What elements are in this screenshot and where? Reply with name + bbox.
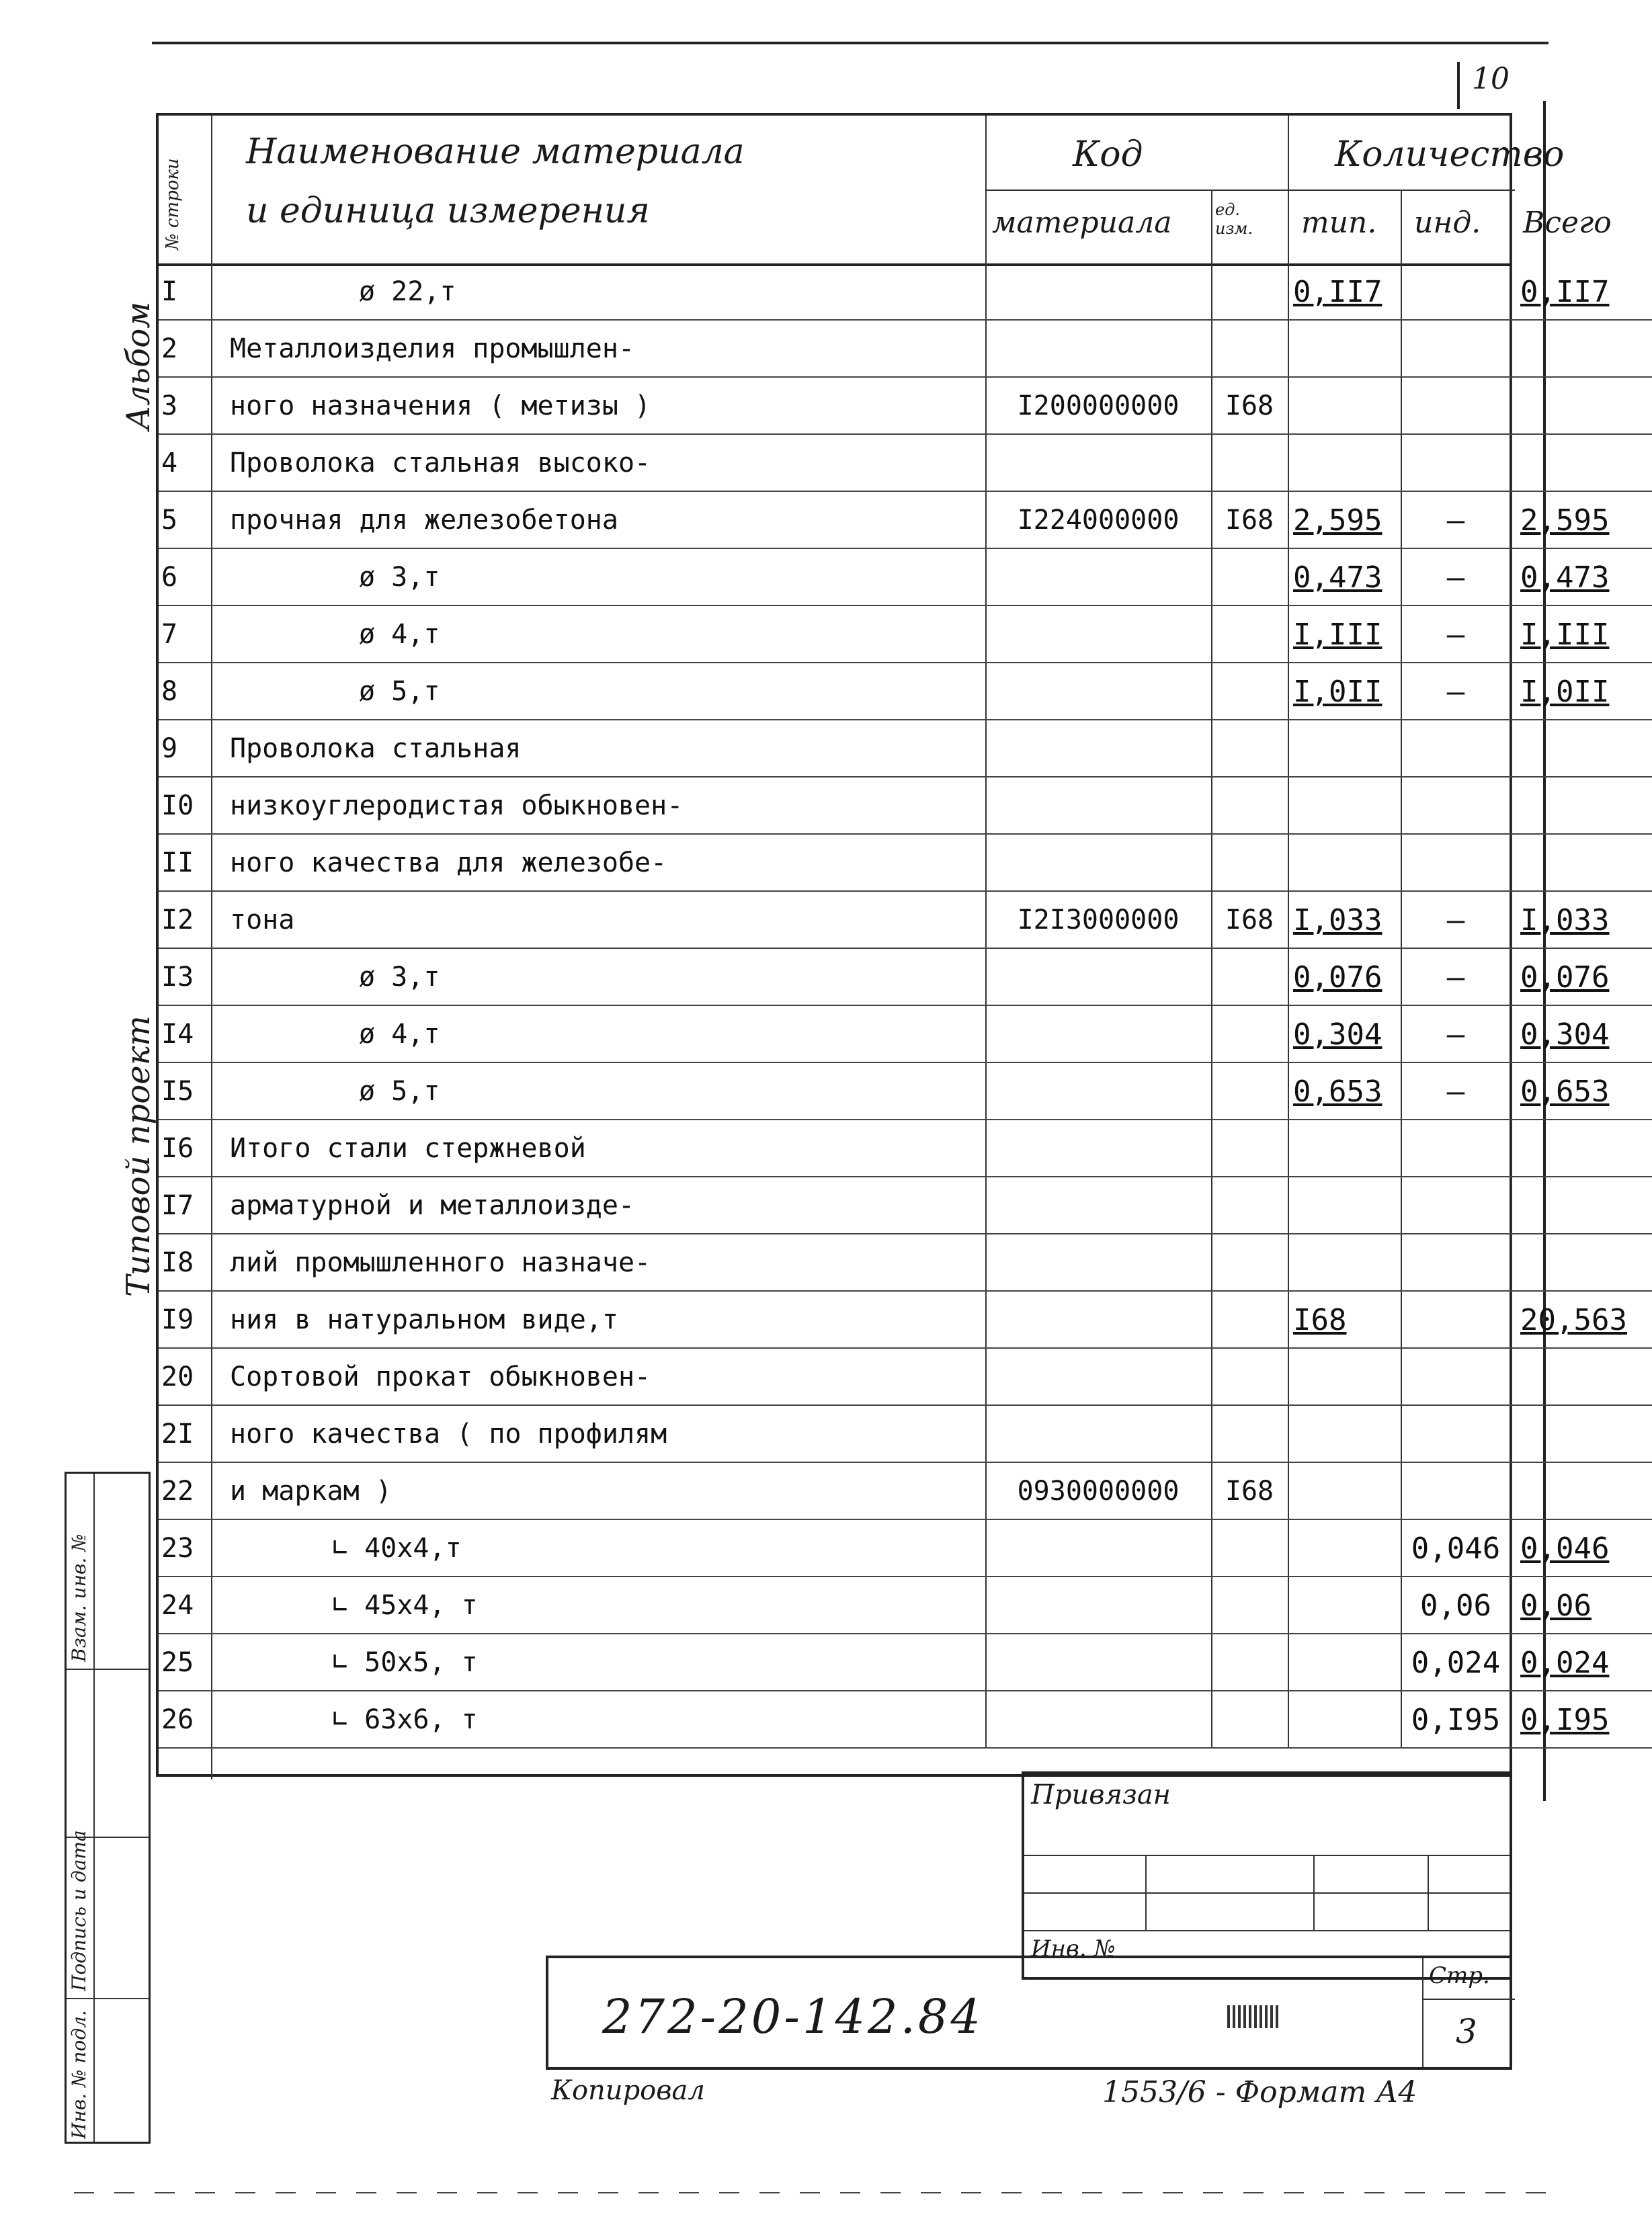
- qty-total: 0,I95: [1511, 1691, 1652, 1749]
- row-number: 25: [159, 1634, 211, 1691]
- linked-label: Привязан: [1031, 1779, 1171, 1810]
- qty-total: 20,563: [1511, 1292, 1652, 1349]
- side-label-project: Типовой проект: [120, 1015, 157, 1297]
- material-code: [985, 663, 1211, 720]
- material-code: [985, 1292, 1211, 1349]
- material-code: I200000000: [985, 378, 1211, 435]
- qty-typ: [1288, 1406, 1401, 1463]
- material-code: [985, 549, 1211, 606]
- page-number: 10: [1472, 62, 1510, 96]
- qty-total: I,033: [1511, 892, 1652, 949]
- table-row: [159, 1520, 1610, 1577]
- unit-code: [1211, 606, 1288, 663]
- qty-ind: [1401, 778, 1511, 835]
- strip-inv-label: Инв. № подл.: [68, 2010, 90, 2139]
- qty-typ: [1288, 1349, 1401, 1406]
- qty-typ: [1288, 378, 1401, 435]
- material-name: ø 4,т: [211, 1006, 985, 1063]
- material-code: [985, 1120, 1211, 1177]
- qty-typ: [1288, 435, 1401, 492]
- unit-code: [1211, 1520, 1288, 1577]
- material-code: [985, 835, 1211, 892]
- table-row: [159, 1577, 1592, 1634]
- qty-ind: 0,06: [1401, 1577, 1511, 1634]
- row-number: 2: [159, 321, 211, 378]
- qty-total-header: Всего: [1523, 206, 1612, 240]
- page-number-divider: [1457, 62, 1460, 109]
- qty-typ: [1288, 778, 1401, 835]
- unit-code: [1211, 1349, 1288, 1406]
- table-row: [159, 892, 1610, 949]
- table-row: [159, 1006, 1610, 1063]
- material-name: низкоуглеродистая обыкновен-: [211, 778, 985, 835]
- qty-typ: [1288, 321, 1401, 378]
- unit-code: [1211, 949, 1288, 1006]
- qty-total: 0,06: [1511, 1577, 1652, 1634]
- qty-total: [1511, 321, 1652, 378]
- material-name: ø 3,т: [211, 549, 985, 606]
- qty-typ: [1288, 720, 1401, 778]
- material-code: [985, 1406, 1211, 1463]
- code-header: Код: [1073, 134, 1143, 175]
- qty-typ: 0,076: [1288, 949, 1401, 1006]
- qty-typ: [1288, 1520, 1401, 1577]
- table-row: [159, 1349, 1510, 1406]
- qty-typ: [1288, 1463, 1401, 1520]
- material-name: ø 4,т: [211, 606, 985, 663]
- material-code: [985, 606, 1211, 663]
- table-row: [159, 1063, 1610, 1120]
- material-code: I224000000: [985, 492, 1211, 549]
- material-code: [985, 1177, 1211, 1234]
- material-code: [985, 1234, 1211, 1292]
- sheet-number: 3: [1456, 2012, 1477, 2051]
- material-code: [985, 1691, 1211, 1749]
- row-number: 8: [159, 663, 211, 720]
- material-code: [985, 1520, 1211, 1577]
- qty-ind: –: [1401, 892, 1511, 949]
- row-number-header: № строки: [163, 158, 183, 250]
- qty-typ: [1288, 1691, 1401, 1749]
- material-name: ø 22,т: [211, 263, 985, 321]
- material-name: ø 3,т: [211, 949, 985, 1006]
- qty-typ: [1288, 835, 1401, 892]
- row-number: 22: [159, 1463, 211, 1520]
- left-strip: [65, 1472, 151, 2144]
- strip-replace-label: Взам. инв. №: [68, 1534, 90, 1662]
- qty-total: [1511, 720, 1652, 778]
- qty-ind: [1401, 1292, 1511, 1349]
- qty-typ: I,0II: [1288, 663, 1401, 720]
- qty-typ: [1288, 1234, 1401, 1292]
- qty-ind: [1401, 1406, 1511, 1463]
- qty-ind: 0,I95: [1401, 1691, 1511, 1749]
- row-number: I0: [159, 778, 211, 835]
- table-row: [159, 263, 1610, 321]
- qty-typ: [1288, 1634, 1401, 1691]
- unit-code: [1211, 778, 1288, 835]
- unit-code: I68: [1211, 378, 1288, 435]
- qty-ind: [1401, 1349, 1511, 1406]
- qty-total: [1511, 1120, 1652, 1177]
- material-name: ния в натуральном виде,т: [211, 1292, 985, 1349]
- unit-code: [1211, 1292, 1288, 1349]
- sheet-label: Стр.: [1429, 1962, 1490, 1989]
- qty-typ: 0,473: [1288, 549, 1401, 606]
- table-row: [159, 606, 1610, 663]
- qty-ind: [1401, 263, 1511, 321]
- unit-code: [1211, 1006, 1288, 1063]
- material-code: [985, 435, 1211, 492]
- qty-ind: –: [1401, 1006, 1511, 1063]
- unit-code: [1211, 1120, 1288, 1177]
- material-code: [985, 1063, 1211, 1120]
- row-number: 3: [159, 378, 211, 435]
- unit-code: [1211, 720, 1288, 778]
- row-number: 6: [159, 549, 211, 606]
- qty-typ: 0,304: [1288, 1006, 1401, 1063]
- unit-code: [1211, 321, 1288, 378]
- material-code: [985, 1577, 1211, 1634]
- unit-code: [1211, 1577, 1288, 1634]
- table-row: [159, 778, 1510, 835]
- material-code: [985, 1349, 1211, 1406]
- material-name: Сортовой прокат обыкновен-: [211, 1349, 985, 1406]
- top-rule: [152, 42, 1548, 44]
- row-number: 5: [159, 492, 211, 549]
- table-body: [159, 263, 1627, 1749]
- name-header-line1: Наименование материала: [246, 132, 745, 172]
- row-number: I3: [159, 949, 211, 1006]
- material-name: и маркам ): [211, 1463, 985, 1520]
- qty-typ: I,033: [1288, 892, 1401, 949]
- unit-code: [1211, 1691, 1288, 1749]
- unit-code: [1211, 1063, 1288, 1120]
- row-number: 26: [159, 1691, 211, 1749]
- row-number: I: [159, 263, 211, 321]
- qty-typ: 2,595: [1288, 492, 1401, 549]
- name-header-line2: и единица измерения: [246, 191, 650, 231]
- material-name: ного качества для железобе-: [211, 835, 985, 892]
- qty-total: [1511, 835, 1652, 892]
- table-row: [159, 1691, 1610, 1749]
- unit-code: [1211, 549, 1288, 606]
- qty-ind: [1401, 321, 1511, 378]
- copied-label: Копировал: [551, 2075, 705, 2106]
- unit-code: [1211, 835, 1288, 892]
- qty-ind: [1401, 378, 1511, 435]
- table-header: [159, 116, 1612, 266]
- qty-typ-header: тип.: [1301, 206, 1377, 240]
- qty-ind: –: [1401, 663, 1511, 720]
- table-row: [159, 321, 1510, 378]
- row-number: I2: [159, 892, 211, 949]
- material-name: тона: [211, 892, 985, 949]
- material-name: Итого стали стержневой: [211, 1120, 985, 1177]
- trim-line: [74, 2192, 1559, 2193]
- unit-code: I68: [1211, 892, 1288, 949]
- table-row: [159, 378, 1510, 435]
- qty-total: 0,II7: [1511, 263, 1652, 321]
- qty-ind: –: [1401, 549, 1511, 606]
- inv-label: Инв. №: [1031, 1935, 1116, 1962]
- row-number: 7: [159, 606, 211, 663]
- qty-total: [1511, 435, 1652, 492]
- material-name: ø 5,т: [211, 663, 985, 720]
- qty-ind: [1401, 1120, 1511, 1177]
- material-code: [985, 263, 1211, 321]
- qty-ind: –: [1401, 949, 1511, 1006]
- unit-code: [1211, 435, 1288, 492]
- linked-stamp: [1022, 1771, 1512, 1980]
- material-name: ного качества ( по профилям: [211, 1406, 985, 1463]
- format-label: 1553/6 - Формат А4: [1102, 2075, 1417, 2109]
- material-name: ∟ 45х4, т: [211, 1577, 985, 1634]
- qty-ind: –: [1401, 606, 1511, 663]
- table-row: [159, 1234, 1510, 1292]
- unit-code: [1211, 1406, 1288, 1463]
- qty-typ: 0,II7: [1288, 263, 1401, 321]
- qty-total: [1511, 1177, 1652, 1234]
- material-code: I2I3000000: [985, 892, 1211, 949]
- qty-total: [1511, 1406, 1652, 1463]
- qty-typ: 0,653: [1288, 1063, 1401, 1120]
- row-number: I8: [159, 1234, 211, 1292]
- table-row: [159, 1177, 1510, 1234]
- unit-code: [1211, 1234, 1288, 1292]
- qty-ind: –: [1401, 1063, 1511, 1120]
- qty-ind: [1401, 835, 1511, 892]
- row-number: II: [159, 835, 211, 892]
- qty-typ: I68: [1288, 1292, 1401, 1349]
- unit-code: [1211, 1177, 1288, 1234]
- row-number: 23: [159, 1520, 211, 1577]
- qty-total: [1511, 1463, 1652, 1520]
- material-name: арматурной и металлоизде-: [211, 1177, 985, 1234]
- qty-typ: [1288, 1577, 1401, 1634]
- table-row: [159, 435, 1510, 492]
- material-name: Металлоизделия промышлен-: [211, 321, 985, 378]
- material-code: 0930000000: [985, 1463, 1211, 1520]
- qty-ind: [1401, 1463, 1511, 1520]
- qty-typ: I,III: [1288, 606, 1401, 663]
- code-material-header: материала: [992, 206, 1172, 240]
- qty-ind: 0,046: [1401, 1520, 1511, 1577]
- table-row: [159, 1406, 1510, 1463]
- qty-total: 0,304: [1511, 1006, 1652, 1063]
- qty-total: 0,046: [1511, 1520, 1652, 1577]
- unit-code: [1211, 1634, 1288, 1691]
- document-code: 272-20-142.84: [602, 1989, 983, 2044]
- table-row: [159, 1463, 1510, 1520]
- material-name: ∟ 40х4,т: [211, 1520, 985, 1577]
- material-name: ного назначения ( метизы ): [211, 378, 985, 435]
- stamp-seal-icon: [1227, 2005, 1281, 2028]
- table-row: [159, 720, 1510, 778]
- qty-total: I,III: [1511, 606, 1652, 663]
- unit-code: [1211, 663, 1288, 720]
- qty-ind: [1401, 435, 1511, 492]
- unit-header: ед. изм.: [1215, 200, 1253, 238]
- material-name: ∟ 50х5, т: [211, 1634, 985, 1691]
- table-row: [159, 1292, 1627, 1349]
- qty-typ: [1288, 1120, 1401, 1177]
- side-label-album: Альбом: [120, 301, 157, 430]
- table-row: [159, 1634, 1610, 1691]
- material-code: [985, 778, 1211, 835]
- material-name: Проволока стальная высоко-: [211, 435, 985, 492]
- row-number: I6: [159, 1120, 211, 1177]
- material-name: ∟ 63х6, т: [211, 1691, 985, 1749]
- row-number: 24: [159, 1577, 211, 1634]
- qty-total: [1511, 1349, 1652, 1406]
- row-number: I9: [159, 1292, 211, 1349]
- material-name: ø 5,т: [211, 1063, 985, 1120]
- quantity-header: Количество: [1335, 134, 1565, 175]
- unit-code: I68: [1211, 492, 1288, 549]
- table-row: [159, 663, 1610, 720]
- qty-total: I,0II: [1511, 663, 1652, 720]
- qty-ind: –: [1401, 492, 1511, 549]
- material-name: Проволока стальная: [211, 720, 985, 778]
- row-number: 20: [159, 1349, 211, 1406]
- table-row: [159, 549, 1610, 606]
- qty-total: 0,024: [1511, 1634, 1652, 1691]
- unit-code: [1211, 263, 1288, 321]
- unit-code: I68: [1211, 1463, 1288, 1520]
- qty-ind: [1401, 1234, 1511, 1292]
- qty-typ: [1288, 1177, 1401, 1234]
- qty-total: 0,653: [1511, 1063, 1652, 1120]
- row-number: 4: [159, 435, 211, 492]
- strip-signature-label: Подпись и дата: [68, 1830, 90, 1991]
- material-code: [985, 321, 1211, 378]
- qty-total: [1511, 778, 1652, 835]
- qty-total: 0,473: [1511, 549, 1652, 606]
- material-name: лий промышленного назначе-: [211, 1234, 985, 1292]
- table-row: [159, 835, 1510, 892]
- table-row: [159, 1120, 1510, 1177]
- qty-total: [1511, 1234, 1652, 1292]
- material-code: [985, 1634, 1211, 1691]
- table-row: [159, 949, 1610, 1006]
- qty-ind-header: инд.: [1414, 206, 1481, 240]
- table-row: [159, 492, 1610, 549]
- material-code: [985, 720, 1211, 778]
- row-number: 2I: [159, 1406, 211, 1463]
- title-stamp: [546, 1956, 1512, 2070]
- qty-ind: [1401, 1177, 1511, 1234]
- qty-total: [1511, 378, 1652, 435]
- qty-total: 0,076: [1511, 949, 1652, 1006]
- material-code: [985, 1006, 1211, 1063]
- qty-ind: [1401, 720, 1511, 778]
- qty-total: 2,595: [1511, 492, 1652, 549]
- material-code: [985, 949, 1211, 1006]
- row-number: 9: [159, 720, 211, 778]
- qty-ind: 0,024: [1401, 1634, 1511, 1691]
- material-name: прочная для железобетона: [211, 492, 985, 549]
- material-table: [156, 113, 1627, 1777]
- row-number: I4: [159, 1006, 211, 1063]
- row-number: I5: [159, 1063, 211, 1120]
- row-number: I7: [159, 1177, 211, 1234]
